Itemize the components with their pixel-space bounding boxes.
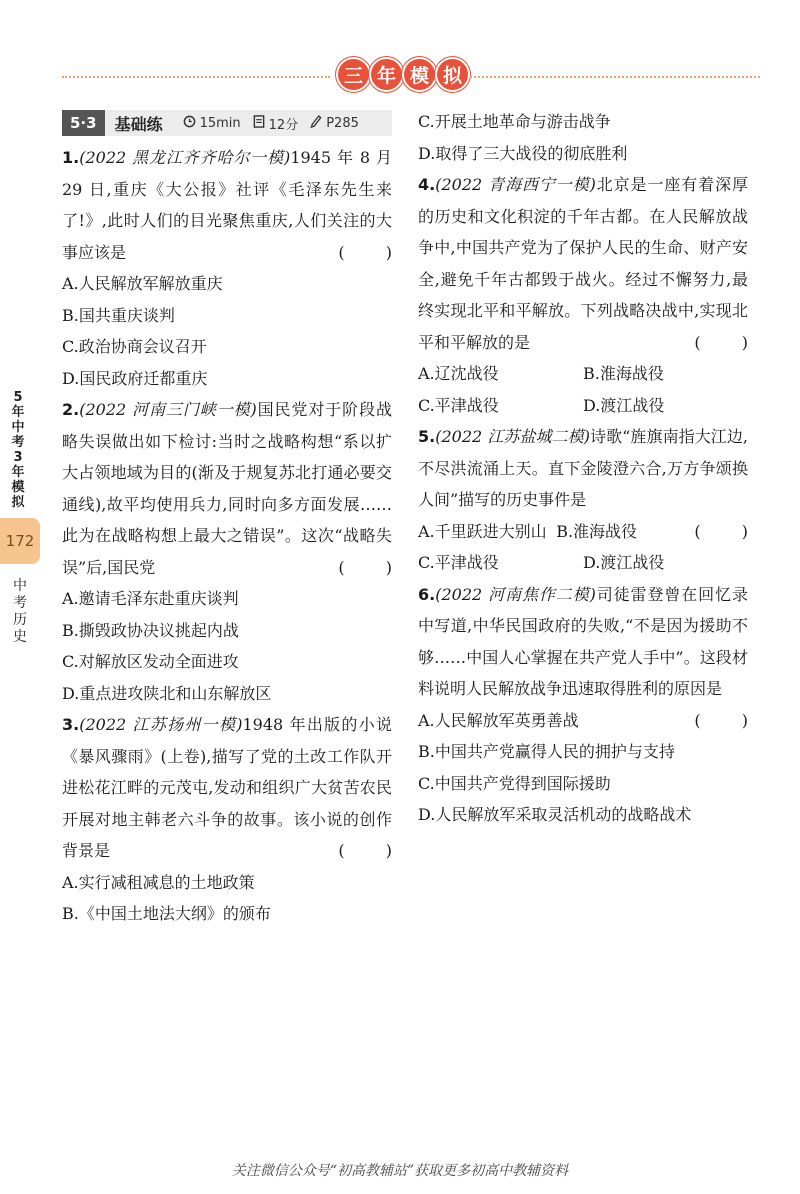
header-divider-right [470, 76, 760, 78]
clock-icon [183, 115, 196, 132]
question-stem: 6.(2022 河南焦作二模)司徒雷登曾在回忆录中写道,中华民国政府的失败,“不是因为援助不够……中国人心掌握在共产党人手中”。这段材料说明人民解放战争迅速取得胜利的原因是 ( ) [418, 579, 748, 705]
option-row [418, 516, 694, 548]
right-column [418, 106, 766, 831]
question-3-continued [418, 106, 748, 169]
option-a: A.辽沈战役 [418, 364, 499, 383]
answer-blank: ( ) [694, 332, 766, 352]
section-title: 基础练 [114, 114, 163, 134]
option-a: A.人民解放军英勇善战 [418, 710, 579, 730]
option-c: C.开展土地革命与游击战争 [418, 112, 611, 131]
option-row [418, 358, 748, 390]
option-c: C.对解放区发动全面进攻 [62, 652, 239, 671]
option-a: A.实行减租减息的土地政策 [62, 872, 255, 892]
question-1 [62, 142, 410, 394]
ref-meta [310, 115, 359, 132]
option-d: D.人民解放军采取灵活机动的战略战术 [418, 805, 692, 824]
answer-blank: ( ) [338, 242, 410, 262]
question-stem: 2.(2022 河南三门峡一模)国民党对于阶段战略失误做出如下检讨:当时之战略构想“系以扩大占领地域为目的(渐及于规复苏北打通必要交通线),故平均使用兵力,同时向多方面发展……此为在战略构想上最大之错误”。这次“战略失误”后,国民党 ( ) [62, 394, 392, 583]
question-4 [418, 169, 766, 421]
header-char: 年 [371, 59, 402, 90]
ref-value: P285 [326, 115, 359, 131]
pen-icon [310, 115, 322, 132]
option-d: D.国民政府迁都重庆 [62, 368, 208, 388]
option-d: D.重点进攻陕北和山东解放区 [62, 683, 272, 703]
option-row [418, 547, 748, 579]
option-b: B.撕毁政协决议挑起内战 [62, 620, 239, 640]
option-d: D.渡江战役 [583, 553, 665, 572]
section-header-badge [338, 59, 468, 90]
option-a: A.邀请毛泽东赴重庆谈判 [62, 589, 239, 608]
page-number: 172 [0, 518, 40, 564]
question-3 [62, 709, 410, 930]
question-6 [418, 579, 766, 831]
option-c: C.政治协商会议召开 [62, 337, 207, 356]
header-char: 模 [404, 59, 435, 90]
footer-notice: 关注微信公众号“初高教辅站”获取更多初高中教辅资料 [231, 1163, 569, 1179]
left-column [62, 142, 410, 930]
option-c: C.平津战役 [418, 395, 499, 415]
option-b: B.《中国土地法大纲》的颁布 [62, 904, 271, 923]
answer-blank: ( ) [694, 521, 766, 541]
option-b: B.淮海战役 [583, 364, 664, 383]
header-divider-left [62, 76, 330, 78]
score-value: 12分 [268, 117, 299, 133]
option-b: B.淮海战役 [556, 521, 638, 541]
question-stem: 4.(2022 青海西宁一模)北京是一座有着深厚的历史和文化积淀的千年古都。在人民解放战争中,中国共产党为了保护人民的生命、财产安全,避免千年古都毁于战火。经过不懈努力,最终实现北平和平解放。下列战略决战中,实现北平和平解放的是 ( ) [418, 169, 748, 358]
question-stem: 3.(2022 江苏扬州一模)1948 年出版的小说《暴风骤雨》(上卷),描写了党的土改工作队开进松花江畔的元茂屯,发动和组织广大贫苦农民开展对地主韩老六斗争的故事。该小说的创作背景是 ( ) [62, 709, 392, 867]
option-b: B.中国共产党赢得人民的拥护与支持 [418, 742, 675, 761]
answer-blank: ( ) [338, 841, 410, 860]
option-c: C.平津战役 [418, 553, 499, 572]
answer-blank: ( ) [338, 557, 410, 577]
question-stem: 5.(2022 江苏盐城二模)诗歌“旌旗南指大江边,不尽洪流涌上天。直下金陵澄六合,万方争颂换人间”描写的历史事件是 ( ) [418, 421, 748, 516]
time-value: 15min [199, 115, 241, 131]
header-char: 拟 [437, 59, 468, 90]
question-2 [62, 394, 410, 709]
time-meta [183, 115, 241, 132]
option-a: A.人民解放军解放重庆 [62, 274, 223, 293]
option-d: D.渡江战役 [583, 395, 665, 415]
document-icon [253, 115, 265, 132]
option-row [418, 390, 748, 422]
subject-label: 中 考 历 史 [13, 578, 27, 645]
option-b: B.国共重庆谈判 [62, 305, 175, 325]
option-c: C.中国共产党得到国际援助 [418, 773, 611, 793]
answer-blank: ( ) [694, 710, 766, 730]
header-char: 三 [338, 59, 369, 90]
score-meta [253, 114, 299, 133]
question-5 [418, 421, 766, 579]
option-a: A.千里跃进大别山 [418, 521, 547, 541]
series-title: 5 年 中 考 3 年 模 拟 [11, 390, 25, 510]
question-stem: 1.(2022 黑龙江齐齐哈尔一模)1945 年 8 月 29 日,重庆《大公报》社评《毛泽东先生来了!》,此时人们的目光聚焦重庆,人们关注的大事应该是 ( ) [62, 142, 392, 268]
section-bar [62, 110, 392, 136]
section-badge: 5·3 [62, 110, 105, 136]
option-d: D.取得了三大战役的彻底胜利 [418, 143, 628, 163]
